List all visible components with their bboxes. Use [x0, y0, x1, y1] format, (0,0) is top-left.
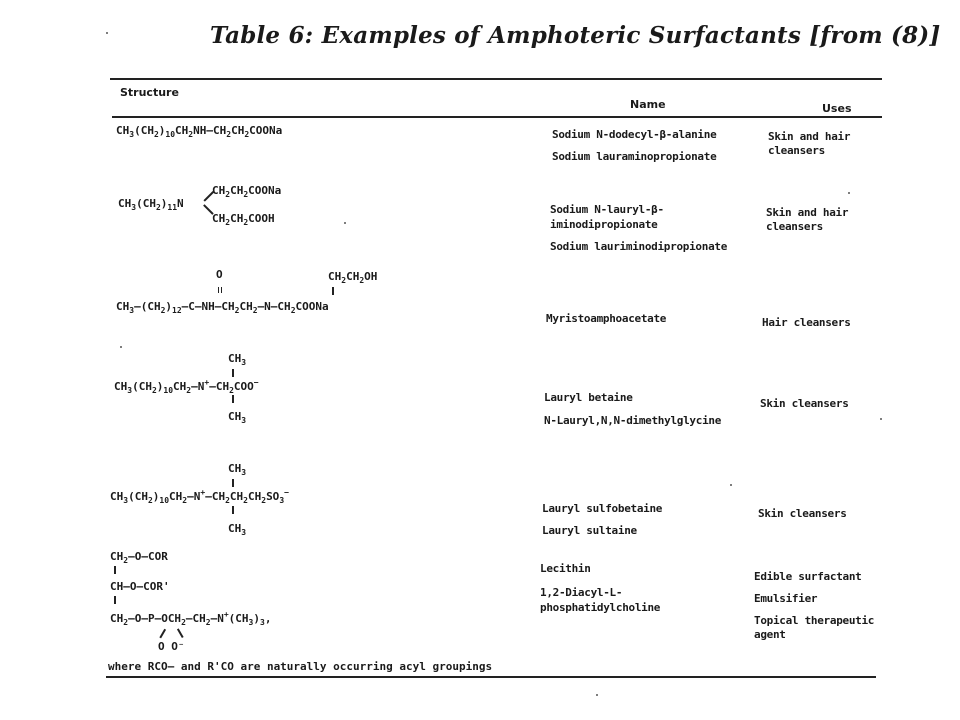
name-row6-a: Lecithin — [540, 562, 591, 575]
name-row4-a: Lauryl betaine — [544, 391, 633, 404]
header-rule — [112, 116, 882, 118]
footnote: where RCO— and R'CO are naturally occurring acyl groupings — [108, 660, 493, 673]
use-row1-b: cleansers — [768, 144, 825, 157]
bottom-rule — [106, 676, 876, 678]
name-row1-a: Sodium N-dodecyl-β-alanine — [552, 128, 717, 141]
formula-sultaine-main: $CH_3(CH_2)_{10}CH_2—N^+—CH_2CH_2CH_2SO_3^-$ — [110, 488, 289, 505]
scan-speck — [106, 32, 108, 34]
bond-sultaine-up — [232, 479, 234, 487]
formula-sultaine-top: $CH_3$ — [228, 462, 247, 477]
use-row6-a: Edible surfactant — [754, 570, 862, 583]
bond-betaine-down — [232, 395, 234, 403]
scan-speck — [880, 418, 882, 420]
name-row2-b: iminodipropionate — [550, 218, 658, 231]
header-uses: Uses — [822, 102, 852, 115]
formula-betaine-main: $CH_3(CH_2)_{10}CH_2—N^+—CH_2COO^-$ — [114, 378, 259, 395]
use-row6-c: Topical therapeutic — [754, 614, 875, 627]
name-row6-c: phosphatidylcholine — [540, 601, 661, 614]
name-row3-a: Myristoamphoacetate — [546, 312, 667, 325]
table-title: Table 6: Examples of Amphoteric Surfactants [from (8)] — [210, 22, 941, 49]
header-name: Name — [630, 98, 666, 111]
bond-n — [332, 287, 334, 295]
formula-myristo-o: O — [216, 268, 223, 281]
scan-speck — [344, 222, 346, 224]
bond-betaine-up — [232, 369, 234, 377]
formula-lecithin-l4: O O⁻ — [158, 640, 185, 653]
use-row2-a: Skin and hair — [766, 206, 849, 219]
bond-lec-2 — [114, 596, 116, 604]
bond-p-o2 — [177, 628, 183, 637]
use-row6-d: agent — [754, 628, 786, 641]
header-structure: Structure — [120, 86, 179, 99]
double-bond — [218, 287, 222, 293]
use-row4-a: Skin cleansers — [760, 397, 849, 410]
name-row5-a: Lauryl sulfobetaine — [542, 502, 663, 515]
scan-speck — [596, 694, 598, 696]
use-row6-b: Emulsifier — [754, 592, 818, 605]
top-rule — [110, 78, 882, 80]
use-row3-a: Hair cleansers — [762, 316, 851, 329]
formula-iminodipropionate-top: $CH_2CH_2COONa$ — [212, 184, 282, 199]
name-row4-b: N-Lauryl,N,N-dimethylglycine — [544, 414, 722, 427]
name-row6-b: 1,2-Diacyl-L- — [540, 586, 623, 599]
name-row1-b: Sodium lauraminopropionate — [552, 150, 717, 163]
use-row5-a: Skin cleansers — [758, 507, 847, 520]
name-row2-a: Sodium N-lauryl-β- — [550, 203, 664, 216]
bond-p-o1 — [159, 629, 165, 638]
name-row5-b: Lauryl sultaine — [542, 524, 637, 537]
formula-myristo-main: $CH_3—(CH_2)_{12}—C—NH—CH_2CH_2—N—CH_2COONa$ — [116, 300, 329, 315]
formula-myristo-top: $CH_2CH_2OH$ — [328, 270, 378, 285]
scan-speck — [730, 484, 732, 486]
scan-speck — [120, 346, 122, 348]
use-row2-b: cleansers — [766, 220, 823, 233]
name-row2-c: Sodium lauriminodipropionate — [550, 240, 728, 253]
use-row1-a: Skin and hair — [768, 130, 851, 143]
formula-lecithin-l1: $CH_2—O—COR$ — [110, 550, 168, 565]
formula-lecithin-l2: CH—O—COR' — [110, 580, 170, 593]
scan-speck — [848, 192, 850, 194]
formula-iminodipropionate-main: $CH_3(CH_2)_{11}N$ — [118, 197, 184, 212]
formula-sultaine-bot: $CH_3$ — [228, 522, 247, 537]
bond-lec-1 — [114, 566, 116, 574]
formula-dodecyl-alanine: $CH_3(CH_2)_{10}CH_2NH—CH_2CH_2COONa$ — [116, 124, 283, 139]
formula-betaine-bot: $CH_3$ — [228, 410, 247, 425]
bond-sultaine-down — [232, 506, 234, 514]
formula-betaine-top: $CH_3$ — [228, 352, 247, 367]
formula-lecithin-l3: $CH_2—O—P—OCH_2—CH_2—N^+(CH_3)_3$, — [110, 610, 272, 627]
formula-iminodipropionate-bot: $CH_2CH_2COOH$ — [212, 212, 275, 227]
